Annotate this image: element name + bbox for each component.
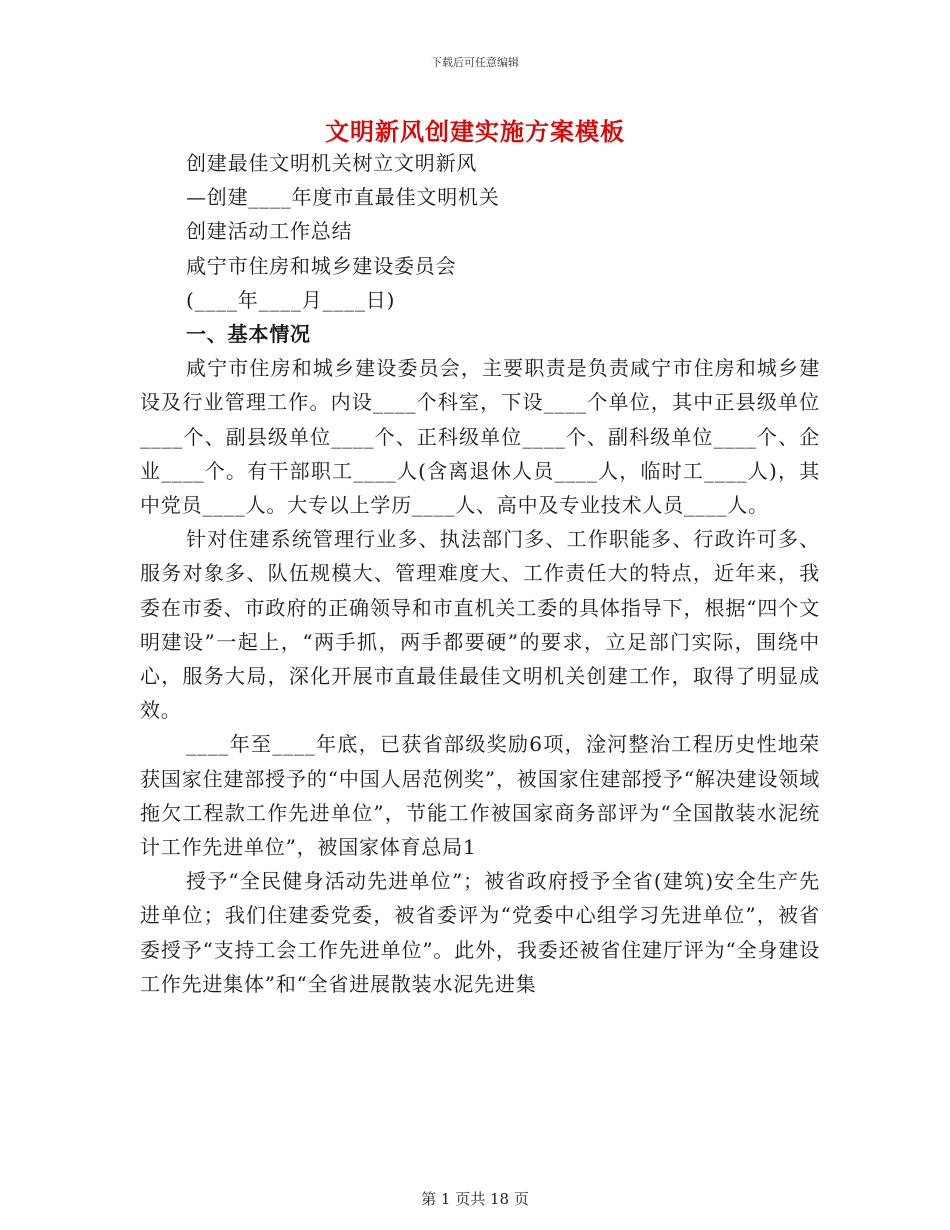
intro-line-3: 创建活动工作总结: [186, 219, 353, 244]
paragraph-4: 授予“全民健身活动先进单位”；被省政府授予全省(建筑)安全生产先进单位；我们住建委党委，被省委评为“党委中心组学习先进单位”，被省委授予“支持工会工作先进单位”。此外，我委还被省住建厅评为“全身建设工作先进集体”和“全省进展散装水泥先进集: [140, 869, 820, 996]
intro-date-line: (____年____月____日): [186, 287, 396, 312]
paragraph-2: 针对住建系统管理行业多、执法部门多、工作职能多、行政许可多、服务对象多、队伍规模大、管理难度大、工作责任大的特点，近年来，我委在市委、市政府的正确领导和市直机关工委的具体指导下，根据“四个文明建设”一起上，“两手抓，两手都要硬”的要求，立足部门实际，围绕中心，服务大局，深化开展市直最佳最佳文明机关创建工作，取得了明显成效。: [140, 527, 820, 723]
section-heading: 一、基本情况: [186, 322, 311, 347]
paragraph-1: 咸宁市住房和城乡建设委员会，主要职责是负责咸宁市住房和城乡建设及行业管理工作。内设____个科室，下设____个单位，其中正县级单位____个、副县级单位____个、正科级单位____个、副科级单位____个、企业____个。有干部职工____人(含离退休人员____人，临时工____人)，其中党员____人。大专以上学历____人、高中及专业技术人员____人。: [140, 356, 820, 518]
intro-line-4: 咸宁市住房和城乡建设委员会: [186, 253, 457, 278]
document-title: 文明新风创建实施方案模板: [325, 117, 625, 146]
intro-line-1: 创建最佳文明机关树立文明新风: [186, 151, 478, 175]
intro-line-2: —创建____年度市直最佳文明机关: [186, 185, 500, 210]
paragraph-3: ____年至____年底，已获省部级奖励6项，淦河整治工程历史性地荣获国家住建部授予的“中国人居范例奖”，被国家住建部授予“解决建设领域拖欠工程款工作先进单位”，节能工作被国家商务部评为“全国散装水泥统计工作先进单位”，被国家体育总局1: [140, 732, 820, 860]
header-note: 下载后可任意编辑: [431, 56, 519, 69]
page-footer: 第 1 页共 18 页: [421, 1190, 529, 1208]
document-body: [140, 146, 820, 1001]
